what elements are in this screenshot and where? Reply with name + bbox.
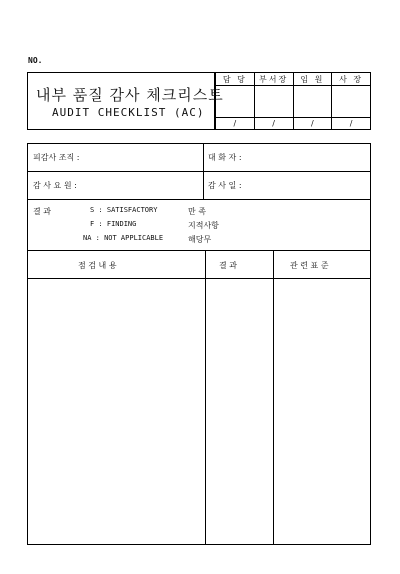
column-header-related-standard: 관 련 표 준: [290, 261, 329, 270]
auditor-label: 감 사 요 원 :: [33, 181, 77, 190]
approval-sign-president[interactable]: [332, 86, 371, 118]
title-english: AUDIT CHECKLIST (AC): [52, 106, 205, 119]
approval-date-president[interactable]: /: [332, 118, 371, 130]
related-standard-area[interactable]: [274, 279, 370, 543]
info-column-divider: [203, 144, 204, 199]
row-divider: [28, 171, 370, 172]
approval-header-staff: 담 당: [216, 73, 255, 86]
approval-header-president: 사 장: [332, 73, 371, 86]
approval-date-dept-head[interactable]: /: [254, 118, 293, 130]
approval-header-dept-head: 부서장: [254, 73, 293, 86]
audit-date-label: 감 사 일 :: [208, 181, 242, 190]
column-header-check-content: 점 검 내 용: [78, 261, 117, 270]
checklist-form: [27, 143, 371, 545]
doc-number-label: NO.: [28, 56, 43, 65]
check-content-area[interactable]: [28, 279, 205, 543]
interviewee-label: 대 화 자 :: [208, 153, 242, 162]
legend-meaning-s: 만 족: [188, 207, 206, 216]
approval-header-executive: 임 원: [293, 73, 332, 86]
approval-date-executive[interactable]: /: [293, 118, 332, 130]
row-divider: [28, 199, 370, 200]
approval-table: [215, 72, 371, 130]
legend-code-s: S : SATISFACTORY: [90, 206, 158, 214]
approval-sign-staff[interactable]: [216, 86, 255, 118]
approval-sign-dept-head[interactable]: [254, 86, 293, 118]
legend-meaning-f: 지적사항: [188, 221, 219, 230]
legend-meaning-na: 해당무: [188, 235, 212, 244]
row-divider: [28, 250, 370, 251]
result-legend-label: 결 과: [33, 207, 51, 216]
column-header-result: 결 과: [219, 261, 237, 270]
approval-sign-executive[interactable]: [293, 86, 332, 118]
approval-date-staff[interactable]: /: [216, 118, 255, 130]
result-area[interactable]: [206, 279, 273, 543]
legend-code-f: F : FINDING: [90, 220, 137, 228]
title-korean: 내부 품질 감사 체크리스트: [36, 86, 224, 104]
legend-code-na: NA : NOT APPLICABLE: [83, 234, 164, 242]
auditee-org-label: 피감사 조직 :: [33, 153, 80, 162]
